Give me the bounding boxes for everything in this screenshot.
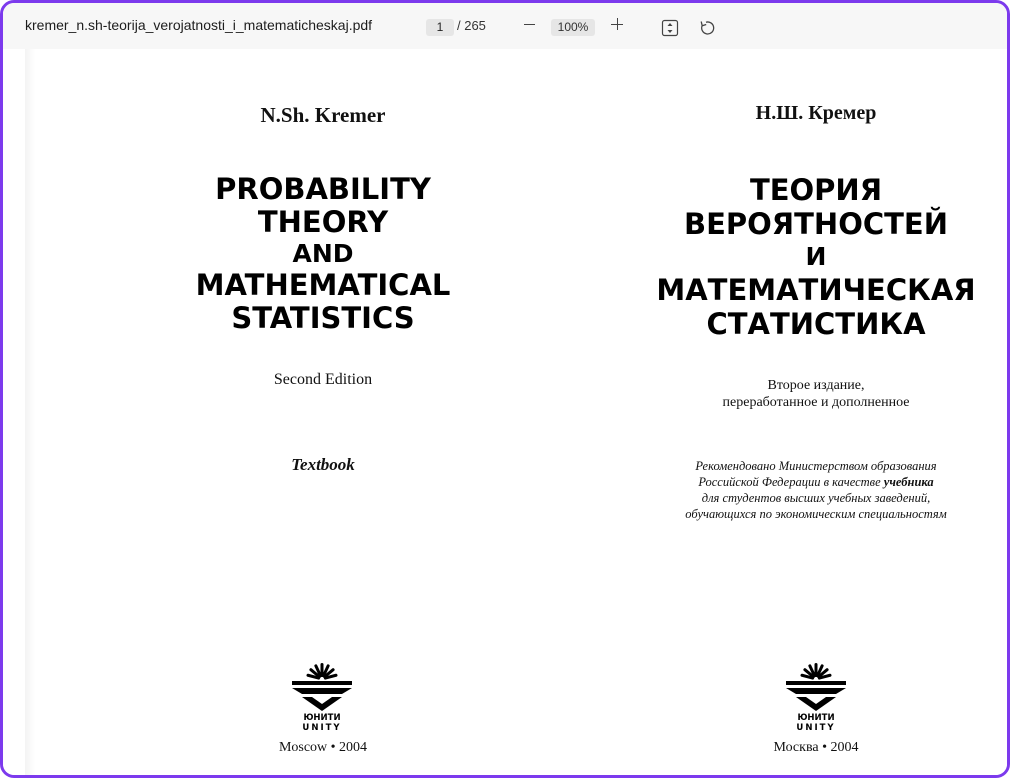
title-line: THEORY <box>257 205 389 239</box>
fit-page-button[interactable] <box>661 19 679 37</box>
left-page <box>73 49 573 775</box>
edition-line: переработанное и дополненное <box>722 395 910 410</box>
recommendation-text <box>566 458 1010 522</box>
logo-text-bottom: UNITY <box>302 723 342 731</box>
publisher-line: Moscow • 2004 <box>278 740 368 755</box>
logo-text-top: ЮНИТИ <box>797 713 835 723</box>
edition-line: Второе издание, <box>767 378 865 393</box>
title-line: AND <box>292 239 354 268</box>
textbook-label: Textbook <box>291 455 355 474</box>
recommend-line <box>566 474 1010 490</box>
title-line: PROBABILITY <box>215 172 431 206</box>
logo-text-bottom: UNITY <box>796 723 836 731</box>
unity-sunburst-logo <box>290 661 354 731</box>
rotate-button[interactable] <box>698 19 716 37</box>
title-line: MATHEMATICAL <box>195 268 451 302</box>
title-line: МАТЕМАТИЧЕСКАЯ <box>656 273 976 307</box>
zoom-in-button[interactable] <box>608 15 626 33</box>
logo-text-top: ЮНИТИ <box>303 713 341 723</box>
title-line: И <box>805 242 827 271</box>
page-total-label: / 265 <box>457 18 486 33</box>
page-edge-shadow <box>25 49 35 775</box>
recommend-line: для студентов высших учебных заведений, <box>701 491 931 505</box>
publisher-line: Москва • 2004 <box>773 740 859 755</box>
rotate-icon <box>698 19 716 37</box>
recommend-bold-word: учебника <box>883 475 934 489</box>
title-line: СТАТИСТИКА <box>706 307 926 341</box>
recommend-line: Рекомендовано Министерством образования <box>695 459 937 473</box>
fit-page-icon <box>661 19 679 37</box>
zoom-out-button[interactable] <box>521 15 539 33</box>
current-page-input[interactable]: 1 <box>426 19 454 36</box>
document-viewport[interactable] <box>3 49 1007 775</box>
unity-sunburst-logo <box>784 661 848 731</box>
title-line: ТЕОРИЯ <box>749 173 883 207</box>
page-title <box>73 173 573 335</box>
title-line: STATISTICS <box>231 301 415 335</box>
recommend-line: обучающихся по экономическим специальностям <box>685 507 947 521</box>
edition-label: Second Edition <box>273 371 373 388</box>
zoom-level-input[interactable]: 100% <box>551 19 595 36</box>
toolbar <box>3 3 1007 49</box>
author-name: N.Sh. Kremer <box>260 103 386 127</box>
page-title <box>566 173 1010 341</box>
file-name-title: kremer_n.sh-teorija_verojatnosti_i_matematicheskaj.pdf <box>25 17 373 33</box>
author-name: Н.Ш. Кремер <box>755 102 877 124</box>
title-line: ВЕРОЯТНОСТЕЙ <box>683 207 948 241</box>
recommend-line-prefix: Российской Федерации в качестве <box>698 475 884 489</box>
edition-label <box>566 377 1010 411</box>
right-page <box>566 49 1010 775</box>
